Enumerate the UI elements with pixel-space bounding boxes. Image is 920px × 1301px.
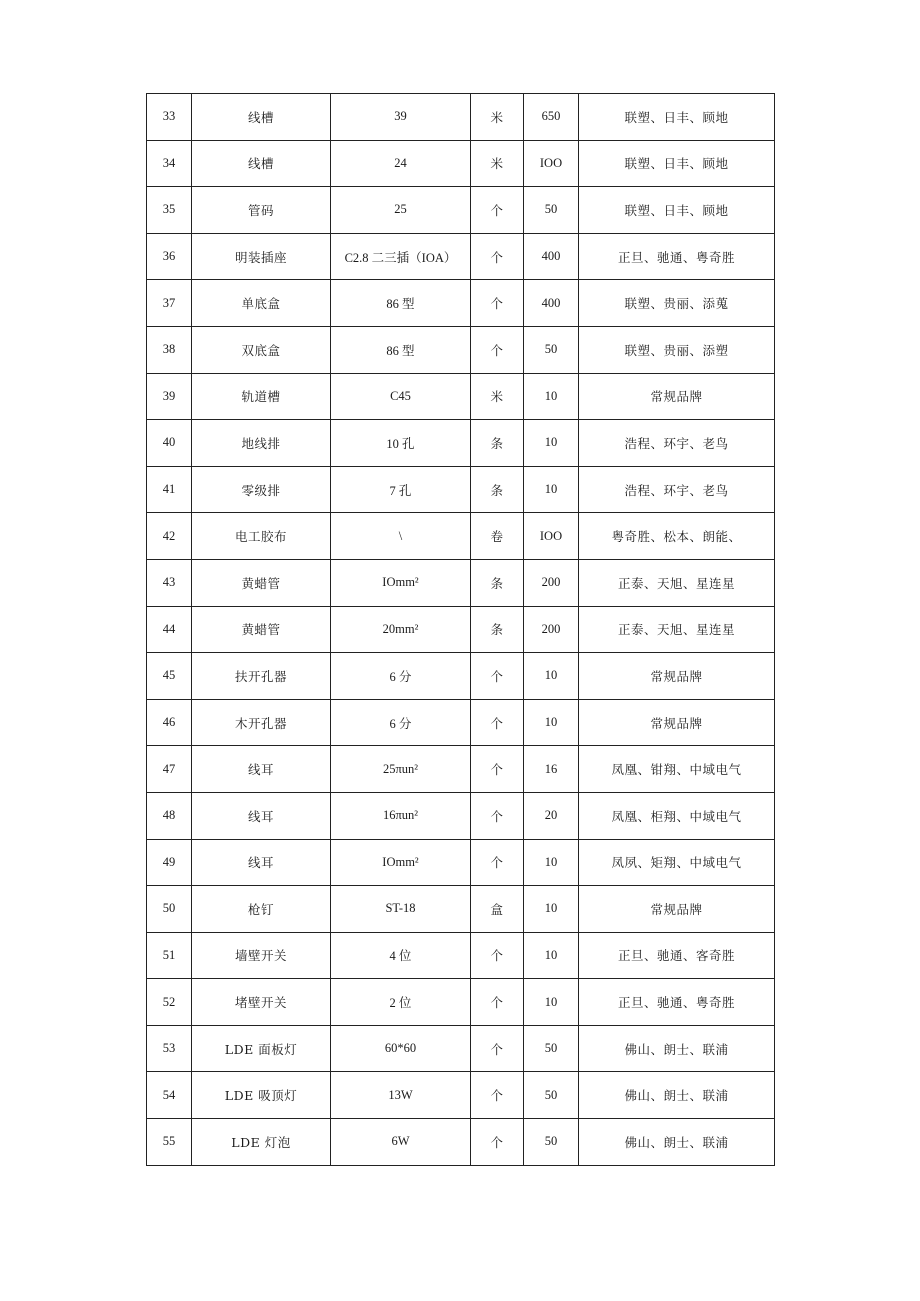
row-number-cell: 50 — [147, 886, 192, 933]
table-row — [147, 699, 775, 746]
unit-cell: 条 — [471, 606, 524, 653]
row-number-cell: 44 — [147, 606, 192, 653]
brand-cell: 常规品牌 — [579, 699, 775, 746]
brand-cell: 常规品牌 — [579, 653, 775, 700]
unit-cell: 个 — [471, 233, 524, 280]
item-name-cell: 电工胶布 — [192, 513, 331, 560]
item-name-cell: 黄蜡管 — [192, 606, 331, 653]
row-number-cell: 46 — [147, 699, 192, 746]
brand-cell: 佛山、朗士、联浦 — [579, 1119, 775, 1166]
quantity-cell: IOO — [524, 140, 579, 187]
brand-cell: 常规品牌 — [579, 373, 775, 420]
unit-cell: 条 — [471, 559, 524, 606]
unit-cell: 个 — [471, 187, 524, 234]
brand-cell: 凤凰、柜翔、中域电气 — [579, 792, 775, 839]
table-row — [147, 792, 775, 839]
item-name-cell: LDE 吸顶灯 — [192, 1072, 331, 1119]
brand-cell: 粤奇胜、松本、朗能、 — [579, 513, 775, 560]
specification-cell: ST-18 — [331, 886, 471, 933]
unit-cell: 条 — [471, 466, 524, 513]
item-name-cell: 线槽 — [192, 140, 331, 187]
unit-cell: 盒 — [471, 886, 524, 933]
quantity-cell: 10 — [524, 699, 579, 746]
item-name-cell: 零级排 — [192, 466, 331, 513]
specification-cell: \ — [331, 513, 471, 560]
row-number-cell: 52 — [147, 979, 192, 1026]
unit-cell: 个 — [471, 746, 524, 793]
item-name-cell: 线耳 — [192, 746, 331, 793]
quantity-cell: 10 — [524, 653, 579, 700]
table-row — [147, 466, 775, 513]
item-name-cell: 双底盒 — [192, 326, 331, 373]
brand-cell: 正泰、天旭、星连星 — [579, 559, 775, 606]
table-row — [147, 559, 775, 606]
table-row — [147, 746, 775, 793]
quantity-cell: 10 — [524, 932, 579, 979]
specification-cell: 10 孔 — [331, 420, 471, 467]
row-number-cell: 35 — [147, 187, 192, 234]
quantity-cell: 10 — [524, 373, 579, 420]
unit-cell: 个 — [471, 932, 524, 979]
table-row — [147, 1025, 775, 1072]
table-row — [147, 886, 775, 933]
quantity-cell: 400 — [524, 280, 579, 327]
unit-cell: 个 — [471, 699, 524, 746]
table-row — [147, 979, 775, 1026]
quantity-cell: 50 — [524, 1025, 579, 1072]
row-number-cell: 40 — [147, 420, 192, 467]
unit-cell: 个 — [471, 326, 524, 373]
item-name-cell: 墙壁开关 — [192, 932, 331, 979]
brand-cell: 联塑、日丰、顾地 — [579, 187, 775, 234]
specification-cell: 20mm² — [331, 606, 471, 653]
table-row — [147, 140, 775, 187]
unit-cell: 个 — [471, 1072, 524, 1119]
specification-cell: 86 型 — [331, 280, 471, 327]
quantity-cell: 200 — [524, 559, 579, 606]
specification-cell: IOmm² — [331, 559, 471, 606]
brand-cell: 凤夙、矩翔、中域电气 — [579, 839, 775, 886]
quantity-cell: 50 — [524, 326, 579, 373]
specification-cell: 24 — [331, 140, 471, 187]
item-name-cell: 地线排 — [192, 420, 331, 467]
specification-cell: 16πun² — [331, 792, 471, 839]
row-number-cell: 43 — [147, 559, 192, 606]
quantity-cell: 10 — [524, 886, 579, 933]
row-number-cell: 47 — [147, 746, 192, 793]
specification-cell: C45 — [331, 373, 471, 420]
brand-cell: 联塑、贵丽、添蒐 — [579, 280, 775, 327]
brand-cell: 联塑、贵丽、添塑 — [579, 326, 775, 373]
row-number-cell: 49 — [147, 839, 192, 886]
brand-cell: 正泰、天旭、星连星 — [579, 606, 775, 653]
item-name-cell: 黄蜡管 — [192, 559, 331, 606]
table-row — [147, 839, 775, 886]
quantity-cell: 10 — [524, 979, 579, 1026]
table-row — [147, 373, 775, 420]
item-name-cell: 扶开孔器 — [192, 653, 331, 700]
table-row — [147, 94, 775, 141]
row-number-cell: 34 — [147, 140, 192, 187]
brand-cell: 联塑、日丰、顾地 — [579, 140, 775, 187]
brand-cell: 佛山、朗士、联浦 — [579, 1072, 775, 1119]
item-name-cell: 堵壁开关 — [192, 979, 331, 1026]
table-row — [147, 1072, 775, 1119]
item-name-cell: 明装插座 — [192, 233, 331, 280]
quantity-cell: 10 — [524, 420, 579, 467]
brand-cell: 佛山、朗士、联浦 — [579, 1025, 775, 1072]
item-name-cell: LDE 面板灯 — [192, 1025, 331, 1072]
table-row — [147, 932, 775, 979]
row-number-cell: 48 — [147, 792, 192, 839]
item-name-cell: 枪钉 — [192, 886, 331, 933]
unit-cell: 个 — [471, 839, 524, 886]
materials-sheet — [146, 93, 775, 1166]
quantity-cell: 50 — [524, 1072, 579, 1119]
specification-cell: 4 位 — [331, 932, 471, 979]
quantity-cell: IOO — [524, 513, 579, 560]
specification-cell: IOmm² — [331, 839, 471, 886]
unit-cell: 个 — [471, 653, 524, 700]
row-number-cell: 53 — [147, 1025, 192, 1072]
table-row — [147, 1119, 775, 1166]
specification-cell: 2 位 — [331, 979, 471, 1026]
quantity-cell: 650 — [524, 94, 579, 141]
materials-table-body — [147, 94, 775, 1166]
specification-cell: 6 分 — [331, 699, 471, 746]
row-number-cell: 55 — [147, 1119, 192, 1166]
unit-cell: 个 — [471, 280, 524, 327]
quantity-cell: 10 — [524, 466, 579, 513]
quantity-cell: 400 — [524, 233, 579, 280]
specification-cell: 86 型 — [331, 326, 471, 373]
item-name-cell: 线槽 — [192, 94, 331, 141]
brand-cell: 常规品牌 — [579, 886, 775, 933]
unit-cell: 条 — [471, 420, 524, 467]
row-number-cell: 37 — [147, 280, 192, 327]
unit-cell: 卷 — [471, 513, 524, 560]
specification-cell: 25 — [331, 187, 471, 234]
specification-cell: 60*60 — [331, 1025, 471, 1072]
specification-cell: 39 — [331, 94, 471, 141]
specification-cell: 7 孔 — [331, 466, 471, 513]
quantity-cell: 200 — [524, 606, 579, 653]
row-number-cell: 45 — [147, 653, 192, 700]
table-row — [147, 280, 775, 327]
table-row — [147, 513, 775, 560]
unit-cell: 个 — [471, 1119, 524, 1166]
unit-cell: 米 — [471, 373, 524, 420]
row-number-cell: 54 — [147, 1072, 192, 1119]
unit-cell: 个 — [471, 1025, 524, 1072]
row-number-cell: 38 — [147, 326, 192, 373]
item-name-cell: 线耳 — [192, 792, 331, 839]
unit-cell: 米 — [471, 94, 524, 141]
row-number-cell: 36 — [147, 233, 192, 280]
item-name-cell: 单底盒 — [192, 280, 331, 327]
specification-cell: C2.8 二三插（IOA） — [331, 233, 471, 280]
row-number-cell: 41 — [147, 466, 192, 513]
table-row — [147, 233, 775, 280]
row-number-cell: 39 — [147, 373, 192, 420]
table-row — [147, 326, 775, 373]
brand-cell: 联塑、日丰、顾地 — [579, 94, 775, 141]
item-name-cell: 轨道槽 — [192, 373, 331, 420]
table-row — [147, 606, 775, 653]
brand-cell: 浩程、环宇、老鸟 — [579, 420, 775, 467]
table-row — [147, 653, 775, 700]
item-name-cell: 管码 — [192, 187, 331, 234]
row-number-cell: 33 — [147, 94, 192, 141]
row-number-cell: 42 — [147, 513, 192, 560]
brand-cell: 正旦、驰通、粤奇胜 — [579, 233, 775, 280]
specification-cell: 6W — [331, 1119, 471, 1166]
specification-cell: 25πun² — [331, 746, 471, 793]
specification-cell: 6 分 — [331, 653, 471, 700]
brand-cell: 正旦、驰通、粤奇胜 — [579, 979, 775, 1026]
table-row — [147, 420, 775, 467]
unit-cell: 个 — [471, 792, 524, 839]
quantity-cell: 20 — [524, 792, 579, 839]
brand-cell: 正旦、驰通、客奇胜 — [579, 932, 775, 979]
quantity-cell: 50 — [524, 187, 579, 234]
item-name-cell: LDE 灯泡 — [192, 1119, 331, 1166]
quantity-cell: 10 — [524, 839, 579, 886]
unit-cell: 米 — [471, 140, 524, 187]
unit-cell: 个 — [471, 979, 524, 1026]
quantity-cell: 50 — [524, 1119, 579, 1166]
item-name-cell: 线耳 — [192, 839, 331, 886]
item-name-cell: 木开孔器 — [192, 699, 331, 746]
brand-cell: 凤凰、钳翔、中域电气 — [579, 746, 775, 793]
specification-cell: 13W — [331, 1072, 471, 1119]
row-number-cell: 51 — [147, 932, 192, 979]
table-row — [147, 187, 775, 234]
brand-cell: 浩程、环宇、老鸟 — [579, 466, 775, 513]
materials-table — [146, 93, 775, 1166]
quantity-cell: 16 — [524, 746, 579, 793]
